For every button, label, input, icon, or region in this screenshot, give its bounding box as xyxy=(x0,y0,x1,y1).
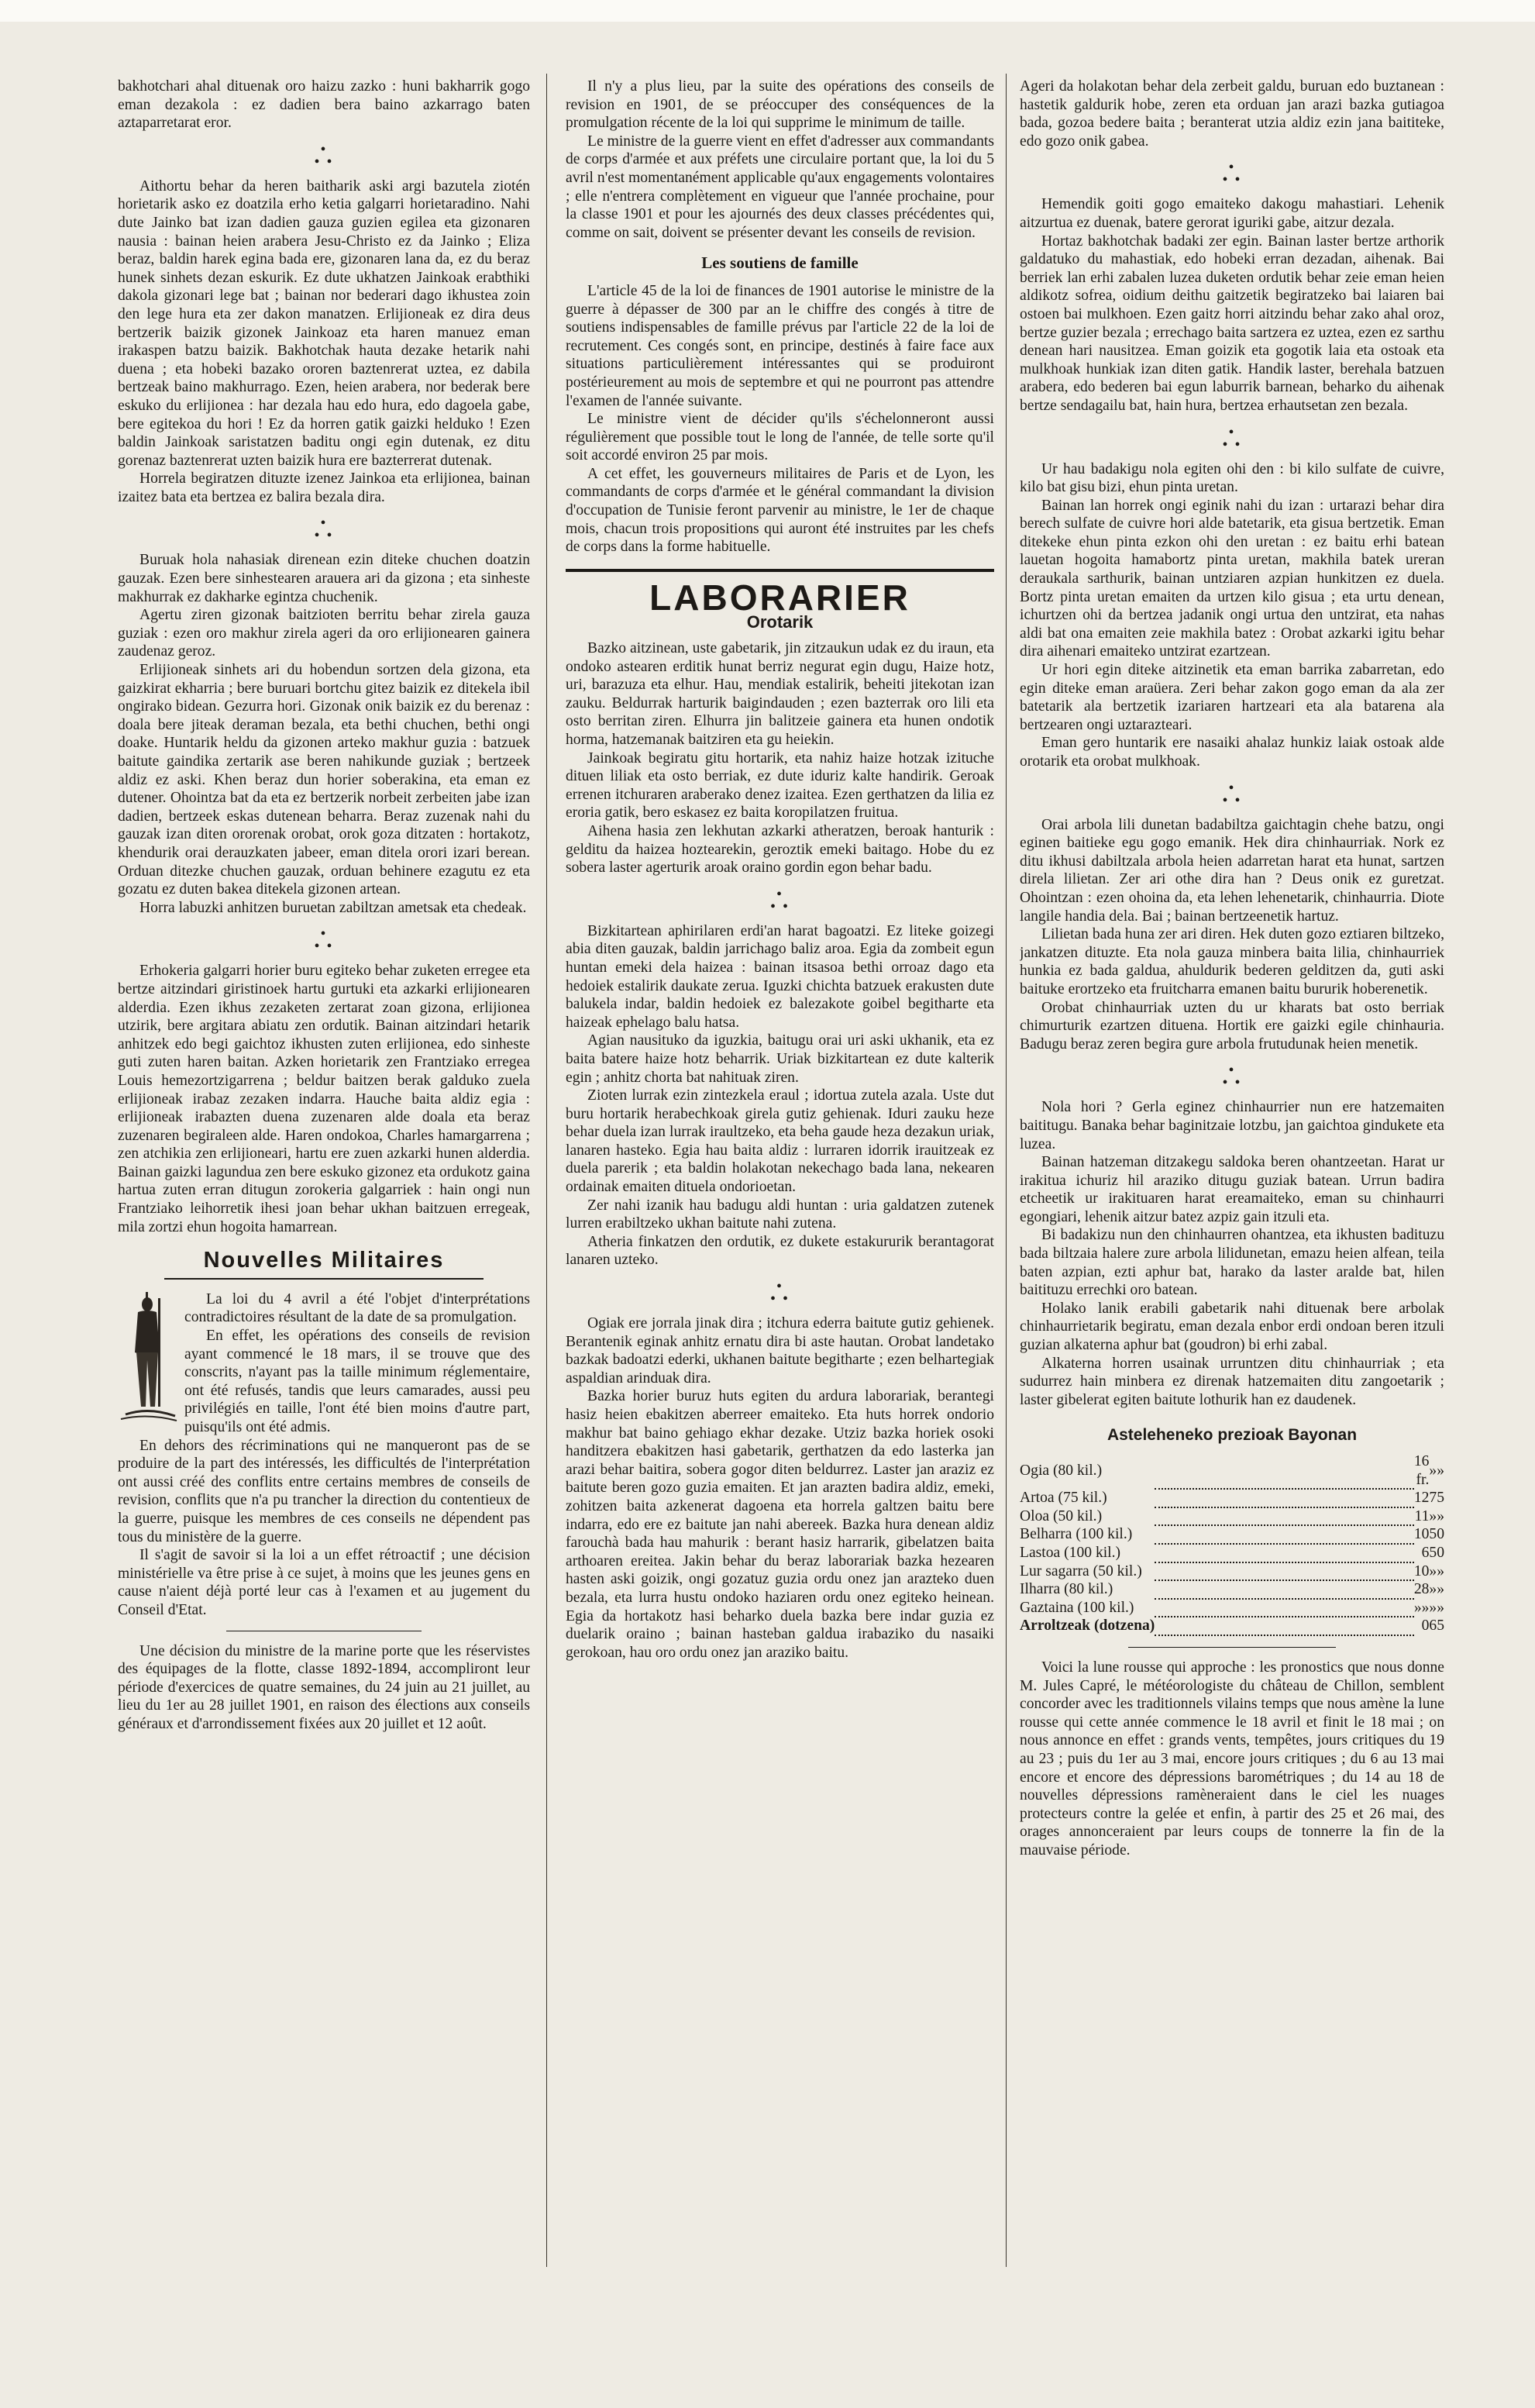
price-item-name: Lur sagarra (50 kil.) xyxy=(1020,1562,1142,1579)
paragraph: Atheria finkatzen den ordutik, ez dukete estakururik berantagorat lanaren uzteko. xyxy=(566,1233,994,1269)
price-item-name: Arroltzeak (dotzena) xyxy=(1020,1617,1155,1635)
price-value: »» xyxy=(1429,1599,1444,1616)
price-value: 16 xyxy=(1413,1453,1430,1469)
section-ornament: • • • xyxy=(314,515,334,545)
paragraph: En effet, les opérations des conseils de revision ayant commencé le 18 mars, il se trouve que des conscrits, n'ayant pas la taille minimum réglementaire, ont été refusés, tandis que leurs camarades, aussi peu privilégiés en taille, l'ont été bien moins d'autre part, puisqu'ils ont été admis. xyxy=(184,1328,530,1435)
column-right xyxy=(1020,78,1444,2348)
price-value: »» xyxy=(1429,1562,1444,1579)
paragraph: Bazka horier buruz huts egiten du ardura laborariak, berantegi hasiz heien ebakitzen aberreer emaiteko. Eta huts horrek ondorio makhur bat baino gehiago ekhar dezake. Utziz bazka horiek osoki handitzera ebakitzen hasi gabetarik, gerthatzen da edo lasterka jan arazi behar baitira, sobera gogor diten beldurrez. Laster jan araziz ez baitute beren gozo guzia emaiten. Et jan arazten badira aldiz, emeki, zohitzen baita azkenerat dagoena eta horrela galtzen baitu bere indarra, edo ere ez baitute jan nahi abereek. Bazka hura denean aldiz farouchà bada hau mahurik : berant hasiz harrarik, gibelatzen baita arthoaren ereitea. Jakin behar du beraz laborariak bazka hezearen hasten aski goizik, ongi gozatuz guzia ordu onez jan arazteko duen bezala, eta lurra hustu ondoko haziaren ordu onez egiteko heinean. Egia da hortakotz hasi beharko duela bazka bere indar guzia ez duelarik oraino ; bainan hasteban galdua irabaziko du nasaiki gerokoan, hau oro ordu onez jan araziko baitu. xyxy=(566,1388,994,1661)
price-item-name: Artoa (75 kil.) xyxy=(1020,1490,1107,1507)
section-title-nouvelles-militaires: Nouvelles Militaires xyxy=(203,1248,445,1273)
price-value: »» xyxy=(1413,1599,1430,1616)
paragraph: Bizkitartean aphirilaren erdi'an harat bagoatzi. Ez liteke goizegi abia diten gauzak, baldin jarrichago baliz aroa. Egia da zombeit egun huntan emeki dela haizea : bainan itsasoa bethi orroaz dago eta hedoiek estalirik daukate zerua. Iguzki chichta batzuek erakusten dute balukela indar, baldin hedoiek ez balezakote goibel begitharte eta haizeak ephelago balu hatsa. xyxy=(566,922,994,1031)
price-row xyxy=(1020,1617,1444,1635)
price-value: 10 xyxy=(1413,1562,1430,1579)
price-value: 0 xyxy=(1421,1617,1430,1635)
price-value: 50 xyxy=(1429,1544,1444,1561)
price-value: 75 xyxy=(1429,1490,1444,1507)
price-value: »» xyxy=(1429,1462,1444,1479)
section-ornament: • • • xyxy=(769,885,790,915)
paragraph: Bi badakizu nun den chinhaurren ohantzea, eta ikhusten badituzu bada biltzaia halere zure arbola lilidunetan, emazu heien alfean, teila baten azpian, ezti aphur bat, harako da laster aralde bat, hilen baitituzu errechki oro batean. xyxy=(1020,1227,1444,1299)
price-row xyxy=(1020,1599,1444,1617)
section-ornament: • • • xyxy=(1222,159,1242,189)
paragraph: Hemendik goiti gogo emaiteko dakogu mahastiari. Lehenik aitzurtua ez duenak, batere gerorat iguriki gabe, aitzur dezala. xyxy=(1020,196,1444,231)
price-item-name: Belharra (100 kil.) xyxy=(1020,1526,1133,1543)
paragraph: Il s'agit de savoir si la loi a un effet rétroactif ; une décision ministérielle va être prise à ce sujet, à moins que les jeunes gens en cause n'aient déjà porté leur cas à l'examen et au jugement du Conseil d'Etat. xyxy=(118,1547,530,1618)
price-row xyxy=(1020,1562,1444,1581)
paragraph: Nola hori ? Gerla eginez chinhaurrier nun ere hatzemaiten baititugu. Banaka behar baginitzaie lotzbu, jan gaichtoa gindukete eta luzea. xyxy=(1020,1099,1444,1152)
price-row xyxy=(1020,1525,1444,1544)
paragraph: Aihena hasia zen lekhutan azkarki atheratzen, beroak hanturik : gelditu da haizea hoztearekin, geroztik emeki baitago. Hobe du ez sobera laster agerturik aroak oraino gordin egon behar badu. xyxy=(566,822,994,877)
paragraph: Erhokeria galgarri horier buru egiteko behar zuketen erregee eta bertze aitzindari giristinoek hartu gurtuki eta azkarki erlijionearen alderdia. Ezen ikhus zezaketen zertarat zoan gizona, erlijionea utzirik, bere argitara abiatu zen ordutik. Bainan aitzindari hetarik anhitzek edo begi gaichtoz ikhusten zuten erlijionea, edo sinheste guti zuten haren baitan. Azken horietarik zen Frantziako erregea Louis hemezortzigarrena ; beldur baitzen berak galduko zuela erlijioneak irabaz zezaken indarra. Hauche baita aldiz egia : erlijioneak irabazten duena zuzenaren alde doala eta beraz zuzenaren begiraleen alde. Haren ondokoa, Charles hamargarrena ; zen atchikia zen erlijioneari, hartu ere zuen azkarki hunen alderdia. Bainan gaizki lagundua zen bere eskuko gizonez eta ordukotz gaina hartua zuten erran ditugun zorokeria galgarriek : hain ongi nun Frantziako leihorretik ihesi joan behar ukhan baitzuen erregeak, mila zortzi ehun hogoita hamarrean. xyxy=(118,963,530,1235)
price-leader-dots xyxy=(1155,1599,1414,1617)
paragraph: Aithortu behar da heren baitharik aski argi bazutela ziotén horietarik asko ez doatzila erho ketia galgarri horietaradino. Nahi dute Jainko bat izan dadien gauza guzien egilea eta gizonaren nausia : bainan heien arabera Jesu-Christo ez da Jainko ; Eliza beraz, baldin harek egina bada ere, gizonaren lana da, ez du beraz hunek sinhets dezan eskurik. Ez dute ukhatzen Jainkoak erabthiki dakola gizonari lege bat ; bainan nor bederari dago ikhustea zoin den lege hura eta zer dakon manatzen. Erlijioneak ez dira deus bertzerik baizik gizonek Jainkoaz eta haren manuez eman irakaspen batzu baizik. Bakhotchak hauta dezake hetarik nahi duena ; eta hobeki bazako ororen baztenrerat uztea, ez dabila bertzeak baino makhurrago. Ezen, heien arabera, nor bederak bere eskuko du erlijionea : har dezala hau edo hura, edo dagoela gabe, bere egitekoa du hori ! Ez da horren gatik gaizki helduko ! Ezen baldin Jainkoak saristatzen baditu ongi egin dutenak, ez ditu gorenaz baztenrerat uzten baizik hura ere bazterrerat dutenak. xyxy=(118,177,530,469)
price-leader-dots xyxy=(1155,1452,1414,1489)
paragraph: Lilietan bada huna zer ari diren. Hek duten gozo eztiaren biltzeko, jankatzen dituzte. Eta nola gauza minbera baita lilia, chinhaurriek hunkia ez bada galdua, ahuldurik bederen gelditzen da, guti aski baituke erortzeko eta fruitcharra emanen baitu bururik hoberenetik. xyxy=(1020,926,1444,997)
price-item-name: Ogia (80 kil.) xyxy=(1020,1462,1103,1479)
section-title-prices: Asteleheneko prezioak Bayonan xyxy=(1107,1426,1358,1445)
paragraph: Hortaz bakhotchak badaki zer egin. Bainan laster bertze arthorik galdatuko du mahastiak, edo hobeki erran dezadan, aihenak. Bai berriek lan erhi zabalen luzea duketen ordutik behar zeie eman heien aldikotz sofrea, oidium deithu gaitzetik begiratzeko bai laiaren bai ostoen bai mulkhoen. Ezen gaitz horri aitzindu behar zako ahal oroz, bertze guzier bezala ; errechago baita sartzera ez uztea, ezen ez sarthu denean hari nausitzea. Eman goizik eta gogotik laia eta ostoak eta mulkhoak hunkiak izan diten gatik. Handik laster, berehala batzuen arabera, edo bederen bai egun laburrik barnean, beharko du aihenak bertze sendagailu bat, hain hura, bertzea erhautsetan zen bezala. xyxy=(1020,233,1444,414)
price-leader-dots xyxy=(1155,1525,1414,1544)
price-value: 50 xyxy=(1429,1526,1444,1543)
price-value: 28 xyxy=(1413,1581,1430,1598)
paragraph: Holako lanik erabili gabetarik nahi dituenak bere arbolak chinhaurrietarik begiratu, eman dezala enbor erdi ondoan beren itzuli guzian alkaterna aphur bat (goudron) bi erhi zabal. xyxy=(1020,1300,1444,1354)
section-ornament: • • • xyxy=(314,140,334,171)
paragraph: Buruak hola nahasiak direnean ezin diteke chuchen doatzin gauzak. Ezen bere sinhestearen arauera ari da gizona ; eta sinheste makhurrak ez dakharke egintza chuchenik. xyxy=(118,552,530,605)
paragraph: Voici la lune rousse qui approche : les pronostics que nous donne M. Jules Capré, le météorologiste du château de Chillon, semblent concorder avec les traditionnels vilains temps que nous amène la lune rousse qui cette année commence le 18 avril et finit le 18 mai ; on nous annonce en effet : grands vents, tempêtes, jours critiques du 19 au 23 ; puis du 1er au 3 mai, encore jours critiques ; du 6 au 13 mai encore et encore des dépressions barométriques ; du 14 au 18 de nouvelles dépressions ramèneraient dans le ciel les nuages protecteurs contre la gelée et enfin, à partir des 25 et 26 mai, des orages annonceraient par leurs coups de tonnerre la fin de la mauvaise période. xyxy=(1020,1659,1444,1859)
price-row xyxy=(1020,1544,1444,1562)
price-item-name: Gaztaina (100 kil.) xyxy=(1020,1599,1134,1616)
section-ornament: • • • xyxy=(1222,779,1242,809)
paragraph: Le ministre de la guerre vient en effet d'adresser aux commandants de corps d'armée et aux préfets une circulaire portant que, la loi du 5 avril n'est momentanément applicable qu'aux engagements volontaires ; elle n'entrera complètement en vigueur que l'année prochaine, pour la classe 1901 et pour les ajournés des deux classes précédentes qui, comme on sait, doivent se présenter devant les conseils de revision. xyxy=(566,133,994,241)
price-table xyxy=(1020,1452,1444,1636)
price-item-name: Oloa (50 kil.) xyxy=(1020,1507,1103,1524)
paragraph: Ogiak ere jorrala jinak dira ; itchura ederra baitute gutiz gehienek. Berantenik eginak anhitz ernatu dira bi aste hautan. Orobat landetako bazkak badoatzi ederki, ukhanen baitute begitharte ; ezen belhartegiak aspaldian arinduak dira. xyxy=(566,1315,994,1387)
column-divider xyxy=(546,74,547,2267)
soldier-illustration xyxy=(118,1290,178,1422)
price-value: 12 xyxy=(1413,1490,1430,1507)
paragraph: L'article 45 de la loi de finances de 1901 autorise le ministre de la guerre à dépasser de 300 par an le chiffre des congés à titre de soutiens indispensables de famille prévus par l'article 22 de la loi de recrutement. Ces congés sont, en principe, destinés à faire face aux situations particulièrement intéressantes qui se produiront postérieurement au mois de septembre et qui ne pourront pas attendre l'examen de l'année suivante. xyxy=(566,282,994,409)
paragraph: Bainan hatzeman ditzakegu saldoka beren ohantzeetan. Harat ur irakitua ichuriz hil araziko ditugu guziak batean. Urrun badira etcheetik ur irakituaren harat ereamaiteko, eman su chinhaurri egongiari, lehenik aitzur batez azpiz gain itzuli eta. xyxy=(1020,1154,1444,1225)
paragraph: Eman gero huntarik ere nasaiki ahalaz hunkiz laiak ostoak alde orotarik eta orobat mulkhoak. xyxy=(1020,735,1444,770)
paragraph: Alkaterna horren usainak urruntzen ditu chinhaurriak ; eta sudurrez hain minbera ez direnak hatzemaiten ditu zangoetarik ; laster gibelerat egiten baitute lothurik han ez daudenek. xyxy=(1020,1355,1444,1408)
column-left xyxy=(118,78,530,2348)
paragraph: Erlijioneak sinhets ari du hobendun sortzen dela gizona, eta gaizkirat ekharria ; bere buruari bortchu gitez baizik ez ditekela ibil ongirako bidean. Gezurra hori. Gizonak onik baizik ez du berenaz : doala bere jiteak deraman bezala, eta bethi chuchen, bethi ongi doake. Huntarik heldu da gizonen arteko makhur guzia : batzuek baitute gaindika zertarik ase beren nahikunde guziak ; bertzeek aldiz ez aski. Khen beraz dun horier soberakina, eta eman ez dutener. Ohointza bat da eta ez bertzerik norbeit zerbeiten jabe izan dadien, bertzeek eskas dutenean beharra. Beraz zuzenak nahi du gauzak izan diten ororenak orobat, orok goza ditzaten : hortakotz, khendurik orai derauzkaten jabeer, eman ditela orori izari berean. Orduan ditezke chuchen gauzak, orduan behinere ezagutu ez eta gozatu ez duten bakea ditekela gizonen artean. xyxy=(118,662,530,898)
paragraph: Jainkoak begiratu gitu hortarik, eta nahiz haize hotzak izituche dituen liliak eta osto berriak, ez dute iduriz kalte handirik. Geroak errenen itchuraren araberako denez izaitea. Ezen gerthatzen da lilia ez eroria gatik, bero eskasez ez baita koropilatzen fruitua. xyxy=(566,749,994,822)
price-leader-dots xyxy=(1155,1507,1414,1526)
paragraph: Le ministre vient de décider qu'ils s'échelonneront aussi régulièrement que possible tout le long de l'année, de telle sorte qu'il soit accordé environ 25 par mois. xyxy=(566,411,994,464)
price-value: 65 xyxy=(1429,1617,1444,1635)
price-value: »» xyxy=(1429,1581,1444,1598)
paragraph: Bazko aitzinean, uste gabetarik, jin zitzaukun udak ez du iraun, eta ondoko astearen erditik hunat berriz negurat egin dugu, Haize hotz, uri, barazuza eta elhur. Hau, mendiak estalirik, beheiti jitekotan izan zauku. Beldurrak harturik baigindauden ; ezen bazterrak oro lili eta osto berritan ziren. Elhurra jin balitzeie gainera eta hunen ondotik horma, hatzemanak baitziren eta gu heiekin. xyxy=(566,640,994,748)
subsection-title-orotarik: Orotarik xyxy=(746,612,814,632)
price-value: »» xyxy=(1429,1507,1444,1524)
price-row xyxy=(1020,1452,1444,1489)
paragraph: Ur hau badakigu nola egiten ohi den : bi kilo sulfate de cuivre, kilo bat gisu bizi, ehun pinta uretan. xyxy=(1020,460,1444,496)
section-title-soutiens: Les soutiens de famille xyxy=(701,253,859,273)
section-title-laborarier: LABORARIER xyxy=(649,577,910,618)
page-top-edge xyxy=(0,0,1535,22)
price-value: 6 xyxy=(1421,1544,1430,1561)
price-leader-dots xyxy=(1155,1617,1414,1635)
price-value: 11 xyxy=(1414,1507,1430,1524)
paragraph: Bainan lan horrek ongi eginik nahi du izan : urtarazi behar dira berech sulfate de cuivre hori alde batetarik, eta gisua bertzetik. Eman ditekeke ehun pinta ezkon ohi den uretan : ez baitu erhi batean lauetan hogoita hamabortz pinta uretan, makhila batek ureran deraukala sarthurik, bainan untziaren azpian hunkitzen ez duela. Bortz pinta uretan emaiten da urtzen kilo gisua ; eta urtu denean, ichurtzen ohi da bertzea jadanik ongi urtua den untzirat, eta nahas aldi bat ona emaiten zeie makhila batez : Orobat azkarki igitu behar dira aihenari emaiteko untzirat ezartzean. xyxy=(1020,497,1444,660)
paragraph: Il n'y a plus lieu, par la suite des opérations des conseils de revision en 1901, de se préoccuper des conséquences de la promulgation récente de la loi qui supprime le minimum de taille. xyxy=(566,78,994,132)
paragraph: Orai arbola lili dunetan badabiltza gaichtagin chehe batzu, ongi eginen baitieke egu gogo emanik. Hek dira chinhaurriak. Nork ez ditu ikhusi dabiltzala arbola heien adarretan harat eta hunat, sartzen direla lilietan. Zer ari othe dira han ? Deus onik ez guretzat. Ohointzan : ezen ohoina da, eta lehen lehenetarik, chinhaurria. Diote langile handia dela. Bai ; bainan bertzeenetik hartuz. xyxy=(1020,816,1444,925)
paragraph: Orobat chinhaurriak uzten du ur kharats bat osto berriak chimurturik ezartzen dituena. Hortik ere gaizki egile chinhauria. Badugu beraz zeren begira gure arbola frutudunak heien menetik. xyxy=(1020,999,1444,1052)
paragraph: Ur hori egin diteke aitzinetik eta eman barrika zabarretan, edo egin diteke eman araüera. Zeri behar zakon gogo eman da ala zer batetarik ala bertzetik izariaren hartzeari eta ala batarena ala bertzearen ongi uztarazteari. xyxy=(1020,662,1444,733)
paragraph: Zioten lurrak ezin zintezkela eraul ; idortua zutela azala. Uste dut buru hortarik herabechkoak girela gutiz gehienak. Iduri zauku heze behar duela izan lurrak iraultzeko, eta beha gaude heza dezakun uriak, lanaren hasteko. Egia hau baita aldiz : lurraren idorrik irauitzeak ez duela parerik ; eta baldin holakotan nekechago bada lana, nekearen ordainak emaiten dituela ondorioetan. xyxy=(566,1087,994,1196)
section-ornament: • • • xyxy=(1222,1062,1242,1092)
price-item-name: Lastoa (100 kil.) xyxy=(1020,1544,1121,1561)
price-item-name: Ilharra (80 kil.) xyxy=(1020,1581,1113,1598)
paragraph: Horra labuzki anhitzen buruetan zabiltzan ametsak eta chedeak. xyxy=(139,899,527,916)
price-leader-dots xyxy=(1155,1562,1414,1581)
price-row xyxy=(1020,1489,1444,1507)
price-row xyxy=(1020,1580,1444,1599)
paragraph: Une décision du ministre de la marine porte que les réservistes des équipages de la flotte, classe 1892-1894, accompliront leur période d'exercices de quatre semaines, du 24 juin au 21 juillet, au lieu du 1er au 28 juillet 1901, en raison des élections aux conseils généraux et d'arrondissement fixées aux 20 juillet et 12 août. xyxy=(118,1642,530,1732)
paragraph: En dehors des récriminations qui ne manqueront pas de se produire de la part des intéressés, les difficultés de l'interprétation ont aussi créé des conflits entre certains membres de conseils de revision, conflits que n'a pu trancher la direction du contentieux de la guerre, puisque les membres de ces conseils ne dépendent pas tous du ministère de la guerre. xyxy=(118,1437,530,1545)
paragraph: A cet effet, les gouverneurs militaires de Paris et de Lyon, les commandants de corps d'armée et le général commandant la division d'occupation de Tunisie feront parvenir au ministre, le 1er de chaque mois, chacun trois propositions qui auront été instruites par les chefs de corps dans la forme habituelle. xyxy=(566,465,994,556)
paragraph: Agian nausituko da iguzkia, baitugu orai uri aski ukhanik, eta ez baita batere haize hotz beharrik. Uriak bizkitartean ez dute kalterik egin ; anhitz chorta bat nahituak ziren. xyxy=(566,1032,994,1086)
title-underline xyxy=(164,1278,484,1280)
paragraph: Zer nahi izanik hau badugu aldi huntan : uria galdatzen zutenek lurren erabiltzeko ukhan baitute nahi zutena. xyxy=(566,1197,994,1232)
paragraph: Ageri da holakotan behar dela zerbeit galdu, buruan edo buztanean : hastetik galdurik hobe, zeren eta orduan jan arazi bazka gutiagoa bada, gozoa bedere baita ; beranterat utzia aldiz ezin jana baititeke, edo gozo onik gabea. xyxy=(1020,78,1444,150)
column-middle xyxy=(566,78,994,2348)
separator xyxy=(1128,1647,1336,1648)
section-ornament: • • • xyxy=(769,1278,790,1308)
price-leader-dots xyxy=(1155,1544,1414,1562)
column-divider xyxy=(1006,74,1007,2267)
paragraph: bakhotchari ahal dituenak oro haizu zazko : huni bakharrik gogo eman dezakola : ez dadien bera baino azkarrago baten aztaparretarat eror. xyxy=(118,78,530,132)
paragraph: Agertu ziren gizonak baitzioten berritu behar zirela gauza guziak : ezen oro makhur zirela ageri da oro erlijionearen gainera zaudenaz geroz. xyxy=(118,607,530,660)
section-ornament: • • • xyxy=(314,925,334,956)
paragraph: Horrela begiratzen dituzte izenez Jainkoa eta erlijionea, bainan izaitez bata eta bertzea ez balira bezala dira. xyxy=(118,470,530,505)
paragraph: La loi du 4 avril a été l'objet d'interprétations contradictoires résultant de la date de sa promulgation. xyxy=(184,1290,530,1326)
price-leader-dots xyxy=(1155,1489,1414,1507)
price-row xyxy=(1020,1507,1444,1526)
price-unit: fr. xyxy=(1416,1471,1430,1488)
laborarier-header xyxy=(566,569,994,632)
price-value: 10 xyxy=(1413,1526,1430,1543)
price-leader-dots xyxy=(1155,1580,1414,1599)
section-ornament: • • • xyxy=(1222,423,1242,453)
